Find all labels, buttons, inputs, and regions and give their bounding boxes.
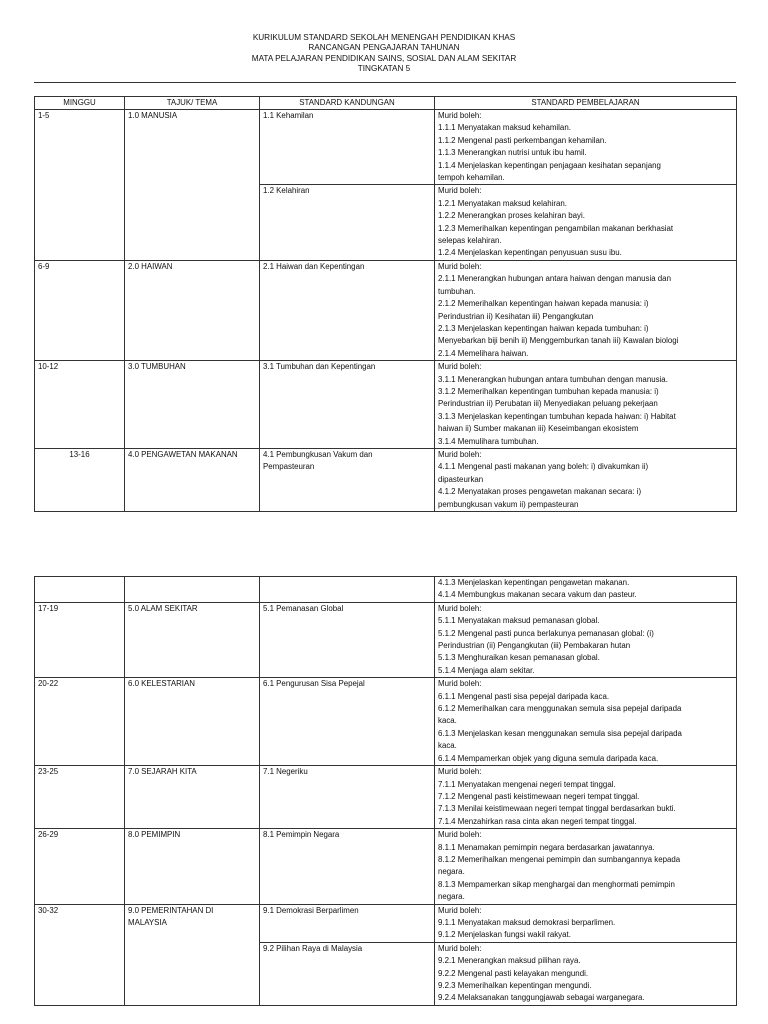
learning-line: Murid boleh: [438,905,482,915]
learning-line: tempoh kehamilan. [438,173,505,183]
document-header [0,33,768,75]
table-row [35,904,737,942]
learning-line: 7.1.2 Mengenal pasti keistimewaan negeri tempat tinggal. [438,791,640,801]
table-row [35,260,737,360]
learning-line: 1.2.3 Memerihalkan kepentingan pengambilan makanan berkhasiat [438,223,674,233]
learning-line: 2.1.4 Memelihara haiwan. [438,348,529,358]
header-divider [34,82,736,83]
table-row [35,766,737,829]
week-cell [35,577,125,603]
week-cell: 10-12 [35,361,125,449]
theme-cell: 1.0 MANUSIA [125,110,260,261]
learning-standard-cell [435,829,737,904]
learning-standard-cell [435,361,737,449]
learning-line: Murid boleh: [438,261,482,271]
learning-line: 9.2.2 Mengenal pasti kelayakan mengundi. [438,968,589,978]
header-subtitle: RANCANGAN PENGAJARAN TAHUNAN [308,43,460,53]
learning-line: 8.1.2 Memerihalkan mengenai pemimpin dan sumbangannya kepada [438,854,681,864]
learning-line: 6.1.2 Memerihalkan cara menggunakan semula sisa pepejal daripada [438,704,682,714]
content-standard-cell: 9.1 Demokrasi Berparlimen [260,904,435,942]
learning-line: kaca. [438,741,457,751]
theme-cell: 5.0 ALAM SEKITAR [125,602,260,677]
theme-cell: 7.0 SEJARAH KITA [125,766,260,829]
learning-line: 8.1.3 Mempamerkan sikap menghargai dan menghormati pemimpin [438,879,675,889]
header-title: KURIKULUM STANDARD SEKOLAH MENENGAH PENDIDIKAN KHAS [252,33,516,42]
learning-line: 6.1.3 Menjelaskan kesan menggunakan semula sisa pepejal daripada [438,728,682,738]
learning-standard-cell [435,942,737,1005]
week-cell: 13-16 [35,448,125,511]
table-row [35,678,737,766]
learning-line: Perindustrian ii) Perubatan iii) Menyediakan peluang pekerjaan [438,399,658,409]
content-standard-cell: 1.2 Kelahiran [260,185,435,260]
learning-standard-cell [435,185,737,260]
learning-line: 7.1.4 Menzahirkan rasa cinta akan negeri tempat tinggal. [438,816,637,826]
learning-line: 9.1.1 Menyatakan maksud demokrasi berparlimen. [438,917,616,927]
learning-line: 5.1.3 Menghuraikan kesan pemanasan global. [438,653,600,663]
learning-line: Murid boleh: [438,362,482,372]
learning-line: 5.1.2 Mengenal pasti punca berlakunya pemanasan global: (i) [438,628,654,638]
learning-line: 2.1.3 Menjelaskan kepentingan haiwan kepada tumbuhan: i) [438,323,649,333]
column-header-pembelajaran: STANDARD PEMBELAJARAN [435,97,737,110]
learning-line: 3.1.1 Menerangkan hubungan antara tumbuhan dengan manusia. [438,374,668,384]
table-row [35,602,737,677]
learning-line: 5.1.4 Menjaga alam sekitar. [438,665,535,675]
learning-line: 9.2.4 Melaksanakan tanggungjawab sebagai warganegara. [438,993,645,1003]
learning-line: negara. [438,892,465,902]
column-header-tajuk: TAJUK/ TEMA [125,97,260,110]
content-standard-cell [260,448,435,511]
learning-line: 3.1.2 Memerihalkan kepentingan tumbuhan kepada manusia: i) [438,386,659,396]
learning-line: Perindustrian (ii) Pengangkutan (iii) Pembakaran hutan [438,641,631,651]
learning-standard-cell [435,678,737,766]
week-cell: 23-25 [35,766,125,829]
table-row [35,448,737,511]
learning-standard-cell [435,602,737,677]
learning-line: Perindustrian ii) Kesihatan iii) Pengangkutan [438,311,594,321]
learning-line: 1.1.2 Mengenal pasti perkembangan kehamilan. [438,135,607,145]
learning-line: 4.1.1 Mengenal pasti makanan yang boleh: i) divakumkan ii) [438,462,649,472]
table-header-row [35,97,737,110]
learning-standard-cell [435,260,737,360]
table-row [35,829,737,904]
content-standard-cell: 2.1 Haiwan dan Kepentingan [260,260,435,360]
learning-line: dipasteurkan [438,474,484,484]
header-form: TINGKATAN 5 [357,64,411,74]
theme-cell: 6.0 KELESTARIAN [125,678,260,766]
theme-cell: 3.0 TUMBUHAN [125,361,260,449]
content-standard-cell: 3.1 Tumbuhan dan Kepentingan [260,361,435,449]
table-row [35,577,737,603]
theme-line: 9.0 PEMERINTAHAN DI [128,905,214,915]
week-cell: 6-9 [35,260,125,360]
week-cell: 30-32 [35,904,125,1005]
learning-line: 2.1.2 Memerihalkan kepentingan haiwan kepada manusia: i) [438,299,649,309]
learning-line: Murid boleh: [438,767,482,777]
learning-line: 9.1.2 Menjelaskan fungsi wakil rakyat. [438,930,571,940]
learning-line: Murid boleh: [438,830,482,840]
learning-line: 4.1.2 Menyatakan proses pengawetan makanan secara: i) [438,487,642,497]
learning-line: 5.1.1 Menyatakan maksud pemanasan global. [438,616,600,626]
week-cell: 1-5 [35,110,125,261]
theme-cell: 4.0 PENGAWETAN MAKANAN [125,448,260,511]
learning-standard-cell [435,448,737,511]
learning-line: 1.2.2 Menerangkan proses kelahiran bayi. [438,211,585,221]
learning-line: 2.1.1 Menerangkan hubungan antara haiwan dengan manusia dan [438,274,671,284]
learning-standard-cell [435,577,737,603]
learning-line: Murid boleh: [438,111,482,120]
theme-cell [125,904,260,1005]
theme-line: MALAYSIA [128,917,167,927]
learning-line: 1.1.4 Menjelaskan kepentingan penjagaan kesihatan sepanjang [438,160,661,170]
learning-line: 9.2.3 Memerihalkan kepentingan mengundi. [438,981,592,990]
content-standard-cell: 8.1 Pemimpin Negara [260,829,435,904]
learning-line: Murid boleh: [438,186,482,196]
week-cell: 20-22 [35,678,125,766]
learning-line: tumbuhan. [438,286,476,296]
column-header-kandungan: STANDARD KANDUNGAN [260,97,435,110]
learning-line: 7.1.1 Menyatakan mengenai negeri tempat tinggal. [438,779,616,789]
theme-cell: 2.0 HAIWAN [125,260,260,360]
learning-line: 1.2.4 Menjelaskan kepentingan penyusuan susu ibu. [438,248,622,258]
learning-line: Murid boleh: [438,603,482,613]
content-line: 4.1 Pembungkusan Vakum dan [263,449,373,459]
learning-line: Murid boleh: [438,943,482,953]
column-header-minggu: MINGGU [35,97,125,110]
week-cell: 17-19 [35,602,125,677]
table-row [35,361,737,449]
learning-line: 4.1.4 Membungkus makanan secara vakum dan pasteur. [438,590,637,600]
learning-line: Murid boleh: [438,679,482,689]
content-standard-cell [260,577,435,603]
learning-line: 1.1.1 Menyatakan maksud kehamilan. [438,123,571,133]
learning-line: 1.1.3 Menerangkan nutrisi untuk ibu hamil. [438,148,587,158]
learning-standard-cell [435,766,737,829]
theme-cell [125,577,260,603]
plan-table-page-1 [34,96,737,512]
content-standard-cell: 7.1 Negeriku [260,766,435,829]
learning-line: selepas kelahiran. [438,236,502,246]
content-standard-cell: 9.2 Pilihan Raya di Malaysia [260,942,435,1005]
learning-line: 4.1.3 Menjelaskan kepentingan pengawetan makanan. [438,578,630,587]
learning-line: 1.2.1 Menyatakan maksud kelahiran. [438,198,567,208]
learning-standard-cell [435,904,737,942]
header-subject: MATA PELAJARAN PENDIDIKAN SAINS, SOSIAL DAN ALAM SEKITAR [251,53,517,63]
learning-line: Murid boleh: [438,449,482,459]
learning-line: 3.1.4 Memulihara tumbuhan. [438,436,539,446]
learning-line: Menyebarkan biji benih ii) Menggemburkan tanah iii) Kawalan biologi [438,336,679,346]
week-cell: 26-29 [35,829,125,904]
learning-line: 6.1.1 Mengenal pasti sisa pepejal daripada kaca. [438,691,610,701]
learning-line: 3.1.3 Menjelaskan kepentingan tumbuhan kepada haiwan: i) Habitat [438,411,676,421]
content-line: Pempasteuran [263,462,315,472]
learning-line: kaca. [438,716,457,726]
table-row [35,110,737,185]
learning-line: 6.1.4 Mempamerkan objek yang diguna semula daripada kaca. [438,753,659,763]
learning-line: negara. [438,867,465,877]
learning-line: pembungkusan vakum ii) pempasteuran [438,499,579,509]
theme-cell: 8.0 PEMIMPIN [125,829,260,904]
learning-line: 8.1.1 Menamakan pemimpin negara berdasarkan jawatannya. [438,842,655,852]
learning-line: 9.2.1 Menerangkan maksud pilihan raya. [438,956,581,966]
content-standard-cell: 1.1 Kehamilan [260,110,435,185]
learning-line: 7.1.3 Menilai keistimewaan negeri tempat tinggal berdasarkan bukti. [438,804,676,814]
content-standard-cell: 6.1 Pengurusan Sisa Pepejal [260,678,435,766]
learning-standard-cell [435,110,737,185]
plan-table-page-2 [34,576,737,1006]
learning-line: haiwan ii) Sumber makanan iii) Keseimbangan ekosistem [438,424,639,434]
content-standard-cell: 5.1 Pemanasan Global [260,602,435,677]
